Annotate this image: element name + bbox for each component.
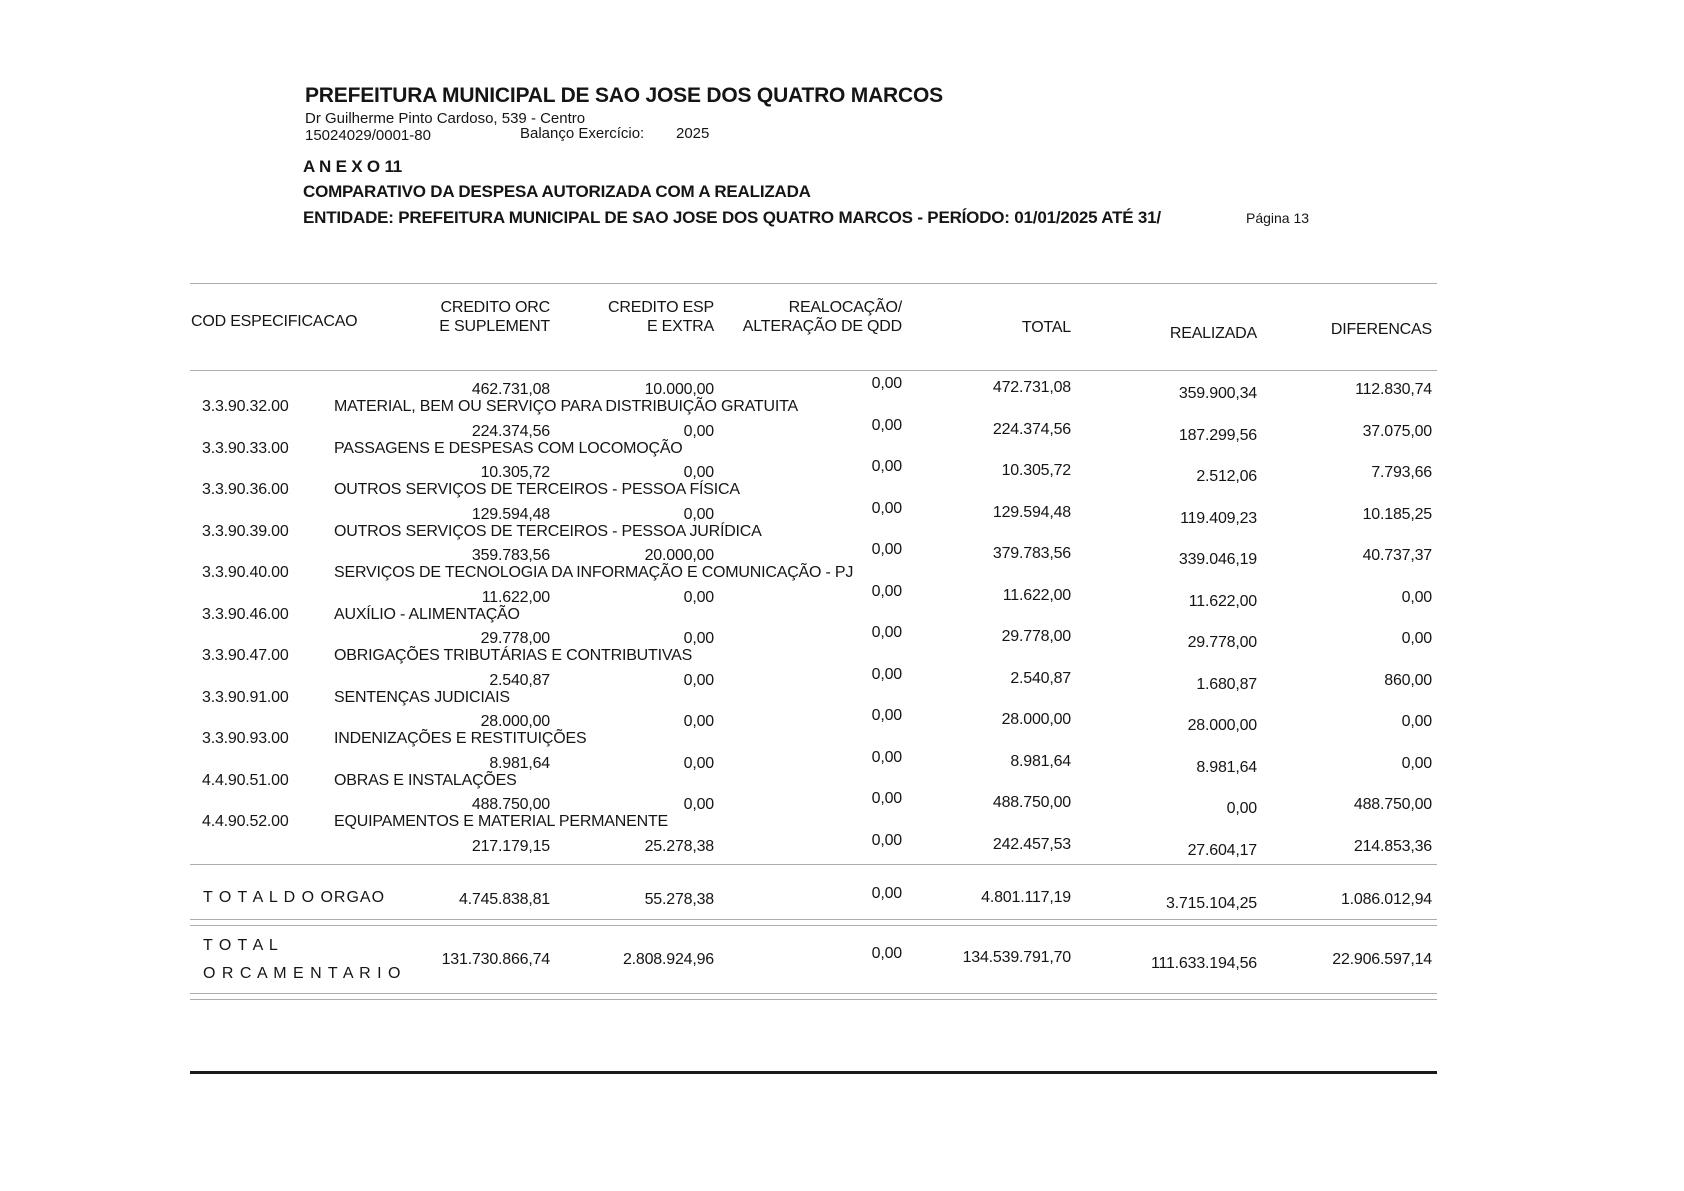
cell-realizada: 11.622,00 (1188, 593, 1257, 610)
cell-credito-orc: 11.622,00 (481, 589, 550, 606)
total-orcamentario-total: 134.539.791,70 (962, 949, 1071, 966)
cell-realocacao: 0,00 (871, 832, 902, 849)
row-description: INDENIZAÇÕES E RESTITUIÇÕES (334, 730, 587, 747)
row-code: 3.3.90.33.00 (202, 440, 289, 457)
cell-credito-esp: 20.000,00 (644, 547, 714, 564)
cell-realizada: 359.900,34 (1178, 385, 1257, 402)
cell-total: 2.540,87 (1010, 670, 1071, 687)
total-orcamentario-diferencas: 22.906.597,14 (1332, 951, 1432, 968)
divider-line-top (190, 283, 1437, 284)
cell-realocacao: 0,00 (871, 790, 902, 807)
cell-realizada: 28.000,00 (1187, 717, 1257, 734)
cell-credito-orc: 488.750,00 (471, 796, 550, 813)
cell-credito-orc: 129.594,48 (471, 506, 550, 523)
cell-realocacao: 0,00 (871, 583, 902, 600)
cell-realizada: 0,00 (1226, 800, 1257, 817)
cell-total: 28.000,00 (1001, 711, 1071, 728)
total-orgao-credito-orc: 4.745.838,81 (458, 891, 550, 908)
cell-realizada: 2.512,06 (1196, 468, 1257, 485)
cell-total: 129.594,48 (992, 504, 1071, 521)
column-header-realocacao-line2: ALTERAÇÃO DE QDD (742, 318, 902, 335)
cell-diferencas: 0,00 (1401, 755, 1432, 772)
report-title: COMPARATIVO DA DESPESA AUTORIZADA COM A REALIZADA (303, 182, 811, 201)
row-description: OBRAS E INSTALAÇÕES (334, 772, 517, 789)
row-description: EQUIPAMENTOS E MATERIAL PERMANENTE (334, 813, 668, 830)
cell-diferencas: 37.075,00 (1362, 423, 1432, 440)
cell-total: 472.731,08 (992, 379, 1071, 396)
divider-line-orcamentario-bottom-2 (190, 999, 1437, 1000)
cell-realizada: 339.046,19 (1178, 551, 1257, 568)
cell-realizada: 1.680,87 (1196, 676, 1257, 693)
row-description: MATERIAL, BEM OU SERVIÇO PARA DISTRIBUIÇÃO GRATUITA (334, 398, 798, 415)
cell-credito-orc: 29.778,00 (480, 630, 550, 647)
cell-diferencas: 0,00 (1401, 589, 1432, 606)
cell-realocacao: 0,00 (871, 749, 902, 766)
total-orcamentario-credito-orc: 131.730.866,74 (441, 951, 550, 968)
total-orgao-label: T O T A L D O ORGAO (203, 889, 386, 906)
page-number-label: Página 13 (1246, 210, 1310, 226)
cell-realocacao: 0,00 (871, 541, 902, 558)
column-header-realizada: REALIZADA (1169, 325, 1257, 342)
cell-credito-esp: 0,00 (683, 755, 714, 772)
total-orcamentario-label-line2: O R C A M E N T A R I O (203, 965, 402, 982)
row-description: AUXÍLIO - ALIMENTAÇÃO (334, 606, 520, 623)
row-code: 3.3.90.39.00 (202, 523, 289, 540)
divider-line-orgao (190, 864, 1437, 865)
total-orcamentario-realocacao: 0,00 (871, 945, 902, 962)
cell-realocacao: 0,00 (871, 500, 902, 517)
total-orcamentario-realizada: 111.633.194,56 (1150, 955, 1257, 972)
cell-credito-esp: 0,00 (683, 672, 714, 689)
cell-total: 29.778,00 (1001, 628, 1071, 645)
total-orcamentario-label-line1: T O T A L (203, 937, 279, 954)
cell-realizada: 27.604,17 (1187, 842, 1257, 859)
total-orgao-credito-esp: 55.278,38 (644, 891, 714, 908)
divider-line-orcamentario-top-2 (190, 925, 1437, 926)
cell-credito-esp: 0,00 (683, 796, 714, 813)
cell-diferencas: 40.737,37 (1362, 547, 1432, 564)
total-orgao-diferencas: 1.086.012,94 (1340, 891, 1432, 908)
balance-exercise-year: 2025 (676, 125, 710, 142)
column-header-credito-esp-line2: E EXTRA (646, 318, 714, 335)
cell-total: 11.622,00 (1002, 587, 1071, 604)
row-code: 3.3.90.47.00 (202, 647, 289, 664)
cell-credito-esp: 25.278,38 (644, 838, 714, 855)
divider-line-header-bottom (190, 370, 1437, 371)
column-header-cod-especificacao: COD ESPECIFICACAO (191, 313, 358, 330)
cell-realocacao: 0,00 (871, 707, 902, 724)
row-code: 4.4.90.52.00 (202, 813, 289, 830)
row-description: PASSAGENS E DESPESAS COM LOCOMOÇÃO (334, 440, 683, 457)
anexo-label: A N E X O 11 (303, 157, 403, 176)
row-description: SENTENÇAS JUDICIAIS (334, 689, 510, 706)
row-description: OBRIGAÇÕES TRIBUTÁRIAS E CONTRIBUTIVAS (334, 647, 693, 664)
cell-total: 8.981,64 (1010, 753, 1071, 770)
entity-period-line: ENTIDADE: PREFEITURA MUNICIPAL DE SAO JOSE DOS QUATRO MARCOS - PERÍODO: 01/01/2025 ATÉ 31/ (303, 208, 1161, 227)
cell-diferencas: 10.185,25 (1362, 506, 1432, 523)
cell-diferencas: 112.830,74 (1355, 381, 1432, 398)
cell-realocacao: 0,00 (871, 375, 902, 392)
cell-credito-esp: 10.000,00 (644, 381, 714, 398)
cell-credito-esp: 0,00 (683, 630, 714, 647)
row-description: OUTROS SERVIÇOS DE TERCEIROS - PESSOA JURÍDICA (334, 523, 762, 540)
row-code: 3.3.90.36.00 (202, 481, 289, 498)
column-header-credito-orc-line2: E SUPLEMENT (439, 318, 550, 335)
cell-diferencas: 0,00 (1401, 713, 1432, 730)
cell-diferencas: 860,00 (1384, 672, 1432, 689)
row-code: 3.3.90.32.00 (202, 398, 289, 415)
column-header-total: TOTAL (1021, 319, 1071, 336)
cell-diferencas: 214.853,36 (1353, 838, 1432, 855)
cell-credito-orc: 359.783,56 (471, 547, 550, 564)
cell-total: 488.750,00 (992, 794, 1071, 811)
total-orgao-total: 4.801.117,19 (981, 889, 1071, 906)
cell-total: 242.457,53 (992, 836, 1071, 853)
cell-credito-esp: 0,00 (683, 506, 714, 523)
cell-realocacao: 0,00 (871, 666, 902, 683)
header-cnpj: 15024029/0001-80 (305, 127, 431, 144)
cell-realocacao: 0,00 (871, 624, 902, 641)
cell-credito-esp: 0,00 (683, 713, 714, 730)
cell-realizada: 119.409,23 (1180, 510, 1257, 527)
row-description: SERVIÇOS DE TECNOLOGIA DA INFORMAÇÃO E COMUNICAÇÃO - PJ (334, 564, 854, 581)
cell-diferencas: 488.750,00 (1353, 796, 1432, 813)
cell-credito-orc: 8.981,64 (489, 755, 550, 772)
cell-credito-orc: 462.731,08 (471, 381, 550, 398)
balance-exercise-label: Balanço Exercício: (520, 125, 645, 142)
column-header-diferencas: DIFERENCAS (1330, 321, 1432, 338)
row-code: 4.4.90.51.00 (202, 772, 289, 789)
total-orgao-realocacao: 0,00 (871, 885, 902, 902)
page-title: PREFEITURA MUNICIPAL DE SAO JOSE DOS QUATRO MARCOS (305, 84, 943, 107)
total-orgao-realizada: 3.715.104,25 (1165, 895, 1257, 912)
column-header-credito-esp-line1: CREDITO ESP (608, 299, 714, 316)
divider-line-orcamentario-bottom-1 (190, 993, 1437, 994)
cell-realocacao: 0,00 (871, 417, 902, 434)
cell-diferencas: 0,00 (1401, 630, 1432, 647)
cell-credito-esp: 0,00 (683, 589, 714, 606)
cell-total: 10.305,72 (1001, 462, 1071, 479)
cell-realizada: 187.299,56 (1178, 427, 1257, 444)
row-code: 3.3.90.93.00 (202, 730, 289, 747)
cell-total: 379.783,56 (992, 545, 1071, 562)
cell-credito-orc: 10.305,72 (480, 464, 550, 481)
divider-line-orcamentario-top-1 (190, 919, 1437, 920)
column-header-realocacao-line1: REALOCAÇÃO/ (788, 299, 902, 316)
cell-realocacao: 0,00 (871, 458, 902, 475)
cell-credito-esp: 0,00 (683, 464, 714, 481)
column-header-credito-orc-line1: CREDITO ORC (440, 299, 550, 316)
cell-total: 224.374,56 (992, 421, 1071, 438)
total-orcamentario-credito-esp: 2.808.924,96 (622, 951, 714, 968)
row-code: 3.3.90.40.00 (202, 564, 289, 581)
cell-credito-esp: 0,00 (683, 423, 714, 440)
row-code: 3.3.90.91.00 (202, 689, 289, 706)
cell-credito-orc: 217.179,15 (471, 838, 550, 855)
cell-credito-orc: 2.540,87 (489, 672, 550, 689)
header-address: Dr Guilherme Pinto Cardoso, 539 - Centro (305, 110, 586, 127)
row-description: OUTROS SERVIÇOS DE TERCEIROS - PESSOA FÍSICA (334, 481, 740, 498)
cell-diferencas: 7.793,66 (1371, 464, 1432, 481)
cell-credito-orc: 224.374,56 (471, 423, 550, 440)
cell-credito-orc: 28.000,00 (480, 713, 550, 730)
cell-realizada: 29.778,00 (1187, 634, 1257, 651)
divider-line-page-bottom (190, 1071, 1437, 1074)
row-code: 3.3.90.46.00 (202, 606, 289, 623)
cell-realizada: 8.981,64 (1196, 759, 1257, 776)
